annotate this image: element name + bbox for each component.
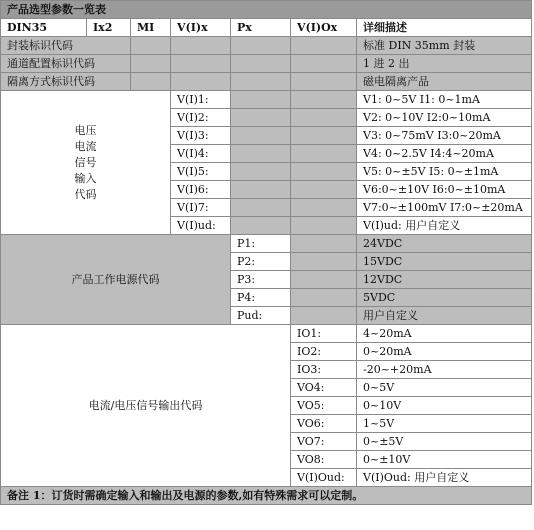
power-desc: 24VDC [357, 235, 532, 253]
output-code: VO6: [291, 415, 357, 433]
empty-cell [231, 217, 291, 235]
input-desc: V5: 0~±5V I5: 0~±1mA [357, 163, 532, 181]
code-row [1, 55, 532, 73]
code-label: 封装标识代码 [1, 37, 131, 55]
output-group-label: 电流/电压信号输出代码 [1, 325, 291, 487]
empty-cell [231, 199, 291, 217]
empty-cell [231, 37, 291, 55]
empty-cell [231, 109, 291, 127]
header-ix: Ix2 [87, 19, 131, 37]
power-code: P2: [231, 253, 291, 271]
power-row [1, 235, 532, 253]
input-code: V(I)3: [171, 127, 231, 145]
empty-cell [291, 163, 357, 181]
empty-cell [231, 181, 291, 199]
empty-cell [231, 55, 291, 73]
power-code: P4: [231, 289, 291, 307]
output-desc: 0~10V [357, 397, 532, 415]
input-row [1, 91, 532, 109]
empty-cell [171, 55, 231, 73]
empty-cell [131, 55, 171, 73]
output-code: IO1: [291, 325, 357, 343]
input-code: V(I)6: [171, 181, 231, 199]
power-desc: 12VDC [357, 271, 532, 289]
header-mi: MI [131, 19, 171, 37]
output-desc: 4~20mA [357, 325, 532, 343]
empty-cell [291, 181, 357, 199]
header-model: DIN35 [1, 19, 87, 37]
code-desc: 磁电隔离产品 [357, 73, 532, 91]
empty-cell [131, 73, 171, 91]
empty-cell [291, 145, 357, 163]
empty-cell [291, 37, 357, 55]
power-desc: 5VDC [357, 289, 532, 307]
input-code: V(I)2: [171, 109, 231, 127]
input-code: V(I)ud: [171, 217, 231, 235]
input-desc: V4: 0~2.5V I4:4~20mA [357, 145, 532, 163]
output-code: VO4: [291, 379, 357, 397]
empty-cell [231, 73, 291, 91]
code-row [1, 73, 532, 91]
empty-cell [171, 73, 231, 91]
power-group-label: 产品工作电源代码 [1, 235, 231, 325]
input-desc: V7:0~±100mV I7:0~±20mA [357, 199, 532, 217]
input-desc: V2: 0~10V I2:0~10mA [357, 109, 532, 127]
input-desc: V1: 0~5V I1: 0~1mA [357, 91, 532, 109]
output-desc: 0~±5V [357, 433, 532, 451]
table-title: 产品选型参数一览表 [1, 1, 532, 19]
empty-cell [291, 91, 357, 109]
code-label: 隔离方式标识代码 [1, 73, 131, 91]
empty-cell [291, 199, 357, 217]
code-label: 通道配置标识代码 [1, 55, 131, 73]
power-code: Pud: [231, 307, 291, 325]
code-desc: 标准 DIN 35mm 封装 [357, 37, 532, 55]
power-desc: 15VDC [357, 253, 532, 271]
output-code: IO3: [291, 361, 357, 379]
input-desc: V6:0~±10V I6:0~±10mA [357, 181, 532, 199]
output-desc: 1~5V [357, 415, 532, 433]
output-desc: 0~5V [357, 379, 532, 397]
input-group-label-line: 代码 [74, 187, 97, 201]
empty-cell [291, 109, 357, 127]
header-viox: V(I)Ox [291, 19, 357, 37]
empty-cell [231, 127, 291, 145]
empty-cell [291, 55, 357, 73]
output-desc: -20~+20mA [357, 361, 532, 379]
input-code: V(I)1: [171, 91, 231, 109]
empty-cell [291, 271, 357, 289]
power-desc: 用户自定义 [357, 307, 532, 325]
input-group-label-line: 电压 [74, 123, 97, 137]
header-desc: 详细描述 [357, 19, 532, 37]
empty-cell [231, 145, 291, 163]
empty-cell [231, 163, 291, 181]
header-px: Px [231, 19, 291, 37]
empty-cell [231, 91, 291, 109]
output-code: IO2: [291, 343, 357, 361]
output-desc: 0~±10V [357, 451, 532, 469]
code-desc: 1 进 2 出 [357, 55, 532, 73]
footnote: 备注 1：订货时需确定输入和输出及电源的参数,如有特殊需求可以定制。 [1, 487, 532, 505]
input-desc: V(I)ud: 用户自定义 [357, 217, 532, 235]
empty-cell [171, 37, 231, 55]
input-desc: V3: 0~75mV I3:0~20mA [357, 127, 532, 145]
input-group-label [1, 91, 171, 235]
input-group-label-line: 信号 [74, 155, 97, 169]
empty-cell [291, 235, 357, 253]
output-code: VO7: [291, 433, 357, 451]
empty-cell [291, 289, 357, 307]
power-code: P3: [231, 271, 291, 289]
empty-cell [291, 253, 357, 271]
power-code: P1: [231, 235, 291, 253]
empty-cell [291, 73, 357, 91]
output-desc: 0~20mA [357, 343, 532, 361]
code-row [1, 37, 532, 55]
input-code: V(I)4: [171, 145, 231, 163]
empty-cell [291, 307, 357, 325]
header-vix: V(I)x [171, 19, 231, 37]
input-code: V(I)7: [171, 199, 231, 217]
output-code: V(I)Oud: [291, 469, 357, 487]
empty-cell [131, 37, 171, 55]
empty-cell [291, 127, 357, 145]
empty-cell [291, 217, 357, 235]
output-code: VO5: [291, 397, 357, 415]
input-group-label-line: 输入 [74, 171, 97, 185]
output-desc: V(I)Oud: 用户自定义 [357, 469, 532, 487]
output-code: VO8: [291, 451, 357, 469]
header-row [1, 19, 532, 37]
output-row [1, 325, 532, 343]
input-code: V(I)5: [171, 163, 231, 181]
input-group-label-line: 电流 [74, 139, 97, 153]
